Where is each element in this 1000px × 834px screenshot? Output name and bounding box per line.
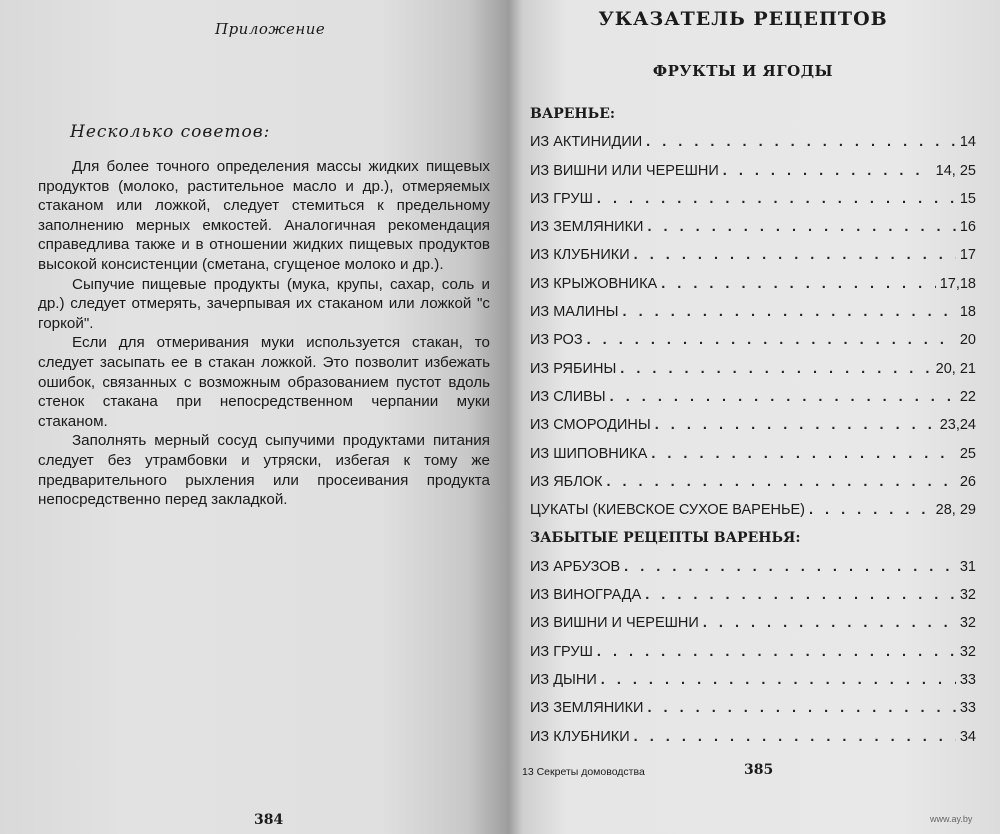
- leader-dots: [623, 298, 956, 326]
- index-entry: [530, 694, 986, 722]
- leader-dots: [723, 157, 932, 185]
- index-section-heading: [530, 524, 986, 552]
- index-entry: [530, 270, 986, 298]
- index-entry: [530, 128, 986, 156]
- leader-dots: [651, 440, 956, 468]
- entry-name: ИЗ ДЫНИ: [530, 671, 597, 688]
- entry-page-number: 22: [959, 388, 976, 405]
- leader-dots: [597, 185, 956, 213]
- entry-page-number: 31: [959, 558, 976, 575]
- entry-name: ИЗ РЯБИНЫ: [530, 360, 617, 377]
- leader-dots: [703, 609, 956, 637]
- entry-page-number: 15: [959, 190, 976, 207]
- entry-name: ИЗ ЯБЛОК: [530, 473, 603, 490]
- index-entry: [530, 298, 986, 326]
- tips-paragraph: Для более точного определения массы жидких пищевых продуктов (молоко, растительное масло и др.), отмеряемых стаканом или ложкой, следует стемиться к предельному заполнению мерных емкостей. Аналогичная рекомендация справедлива также и в отношении жидких пищевых продуктов высокой консистенции (сметана, сгущеное молоко и др.).: [38, 158, 490, 273]
- index-entry: [530, 440, 986, 468]
- entry-page-number: 23,24: [939, 417, 976, 434]
- entry-page-number: 17,18: [939, 275, 976, 292]
- entry-page-number: 16: [959, 219, 976, 236]
- entry-page-number: 14, 25: [935, 162, 976, 179]
- entry-page-number: 33: [959, 700, 976, 717]
- index-entry: [530, 213, 986, 241]
- leader-dots: [655, 411, 936, 439]
- index-title: УКАЗАТЕЛЬ РЕЦЕПТОВ: [598, 8, 888, 30]
- leader-dots: [661, 270, 936, 298]
- entry-page-number: 14: [959, 134, 976, 151]
- entry-name: ИЗ РОЗ: [530, 332, 583, 349]
- entry-name: ИЗ КРЫЖОВНИКА: [530, 275, 658, 292]
- leader-dots: [624, 553, 956, 581]
- leader-dots: [647, 213, 955, 241]
- leader-dots: [809, 496, 932, 524]
- entry-name: ИЗ КЛУБНИКИ: [530, 247, 630, 264]
- entry-name: ИЗ ГРУШ: [530, 190, 593, 207]
- leader-dots: [606, 468, 955, 496]
- entry-name: ИЗ ЗЕМЛЯНИКИ: [530, 700, 644, 717]
- entry-page-number: 32: [959, 615, 976, 632]
- entry-name: ИЗ МАЛИНЫ: [530, 304, 619, 321]
- leader-dots: [620, 355, 931, 383]
- entry-name: ЦУКАТЫ (КИЕВСКОЕ СУХОЕ ВАРЕНЬЕ): [530, 502, 805, 519]
- index-section-heading: [530, 100, 986, 128]
- entry-page-number: 26: [959, 473, 976, 490]
- entry-name: ЗАБЫТЫЕ РЕЦЕПТЫ ВАРЕНЬЯ:: [530, 530, 801, 547]
- entry-page-number: 20, 21: [935, 360, 976, 377]
- leader-dots: [601, 666, 956, 694]
- entry-name: ИЗ АКТИНИДИИ: [530, 134, 643, 151]
- entry-name: ИЗ АРБУЗОВ: [530, 558, 621, 575]
- index-entry: [530, 326, 986, 354]
- entry-name: ИЗ ЗЕМЛЯНИКИ: [530, 219, 644, 236]
- index-entry: [530, 241, 986, 269]
- entry-name: ИЗ ВИШНИ ИЛИ ЧЕРЕШНИ: [530, 162, 719, 179]
- entry-name: ИЗ КЛУБНИКИ: [530, 728, 630, 745]
- entry-page-number: 34: [959, 728, 976, 745]
- entry-name: ВАРЕНЬЕ:: [530, 106, 616, 122]
- entry-page-number: 32: [959, 643, 976, 660]
- entry-page-number: 25: [959, 445, 976, 462]
- entry-page-number: 28, 29: [935, 502, 976, 519]
- index-subtitle: ФРУКТЫ И ЯГОДЫ: [652, 62, 834, 80]
- index-entry: [530, 468, 986, 496]
- leader-dots: [647, 694, 955, 722]
- entry-name: ИЗ ВИШНИ И ЧЕРЕШНИ: [530, 615, 699, 632]
- entry-page-number: 32: [959, 587, 976, 604]
- tips-paragraph: Сыпучие пищевые продукты (мука, крупы, сахар, соль и др.) следует отмерять, зачерпывая их стаканом или ложкой "с горкой".: [38, 275, 490, 332]
- index-entry: [530, 553, 986, 581]
- entry-name: ИЗ ВИНОГРАДА: [530, 587, 642, 604]
- index-entry: [530, 185, 986, 213]
- leader-dots: [597, 638, 956, 666]
- leader-dots: [587, 326, 956, 354]
- tips-title: Несколько советов:: [70, 122, 271, 142]
- entry-name: ИЗ ГРУШ: [530, 643, 593, 660]
- page-number-left: 384: [254, 812, 284, 828]
- right-page: [508, 0, 1000, 834]
- entry-page-number: 20: [959, 332, 976, 349]
- leader-dots: [634, 723, 956, 751]
- tips-paragraph: Если для отмеривания муки используется стакан, то следует засыпать ее в стакан ложкой. Это позволит избежать ошибок, связанных с возможным образованием пустот вдоль стенок стакана при непосредственном черпании муки стаканом.: [38, 334, 490, 430]
- leader-dots: [634, 241, 956, 269]
- index-entry: [530, 411, 986, 439]
- signature-mark: 13 Секреты домоводства: [522, 766, 645, 778]
- leader-dots: [645, 581, 956, 609]
- entry-page-number: 18: [959, 304, 976, 321]
- running-head: Приложение: [215, 20, 326, 38]
- leader-dots: [610, 383, 956, 411]
- page-number-right: 385: [744, 762, 774, 778]
- index-entry: [530, 383, 986, 411]
- entry-name: ИЗ СЛИВЫ: [530, 388, 606, 405]
- index-entry: [530, 666, 986, 694]
- index-entry: [530, 723, 986, 751]
- index-entry: [530, 609, 986, 637]
- entry-page-number: 33: [959, 671, 976, 688]
- index-entry: [530, 581, 986, 609]
- index-entry: [530, 157, 986, 185]
- index-entry: [530, 638, 986, 666]
- leader-dots: [646, 128, 956, 156]
- watermark: www.ay.by: [930, 814, 973, 824]
- entry-page-number: 17: [959, 247, 976, 264]
- entry-name: ИЗ СМОРОДИНЫ: [530, 417, 651, 434]
- tips-body: [38, 157, 490, 510]
- recipe-index-list: [530, 100, 986, 751]
- index-entry: [530, 355, 986, 383]
- tips-paragraph: Заполнять мерный сосуд сыпучими продуктами питания следует без утрамбовки и утряски, избегая к тому же предварительного рыхления или просеивания продукта непосредственно перед закладкой.: [38, 432, 490, 509]
- entry-name: ИЗ ШИПОВНИКА: [530, 445, 648, 462]
- index-entry: [530, 496, 986, 524]
